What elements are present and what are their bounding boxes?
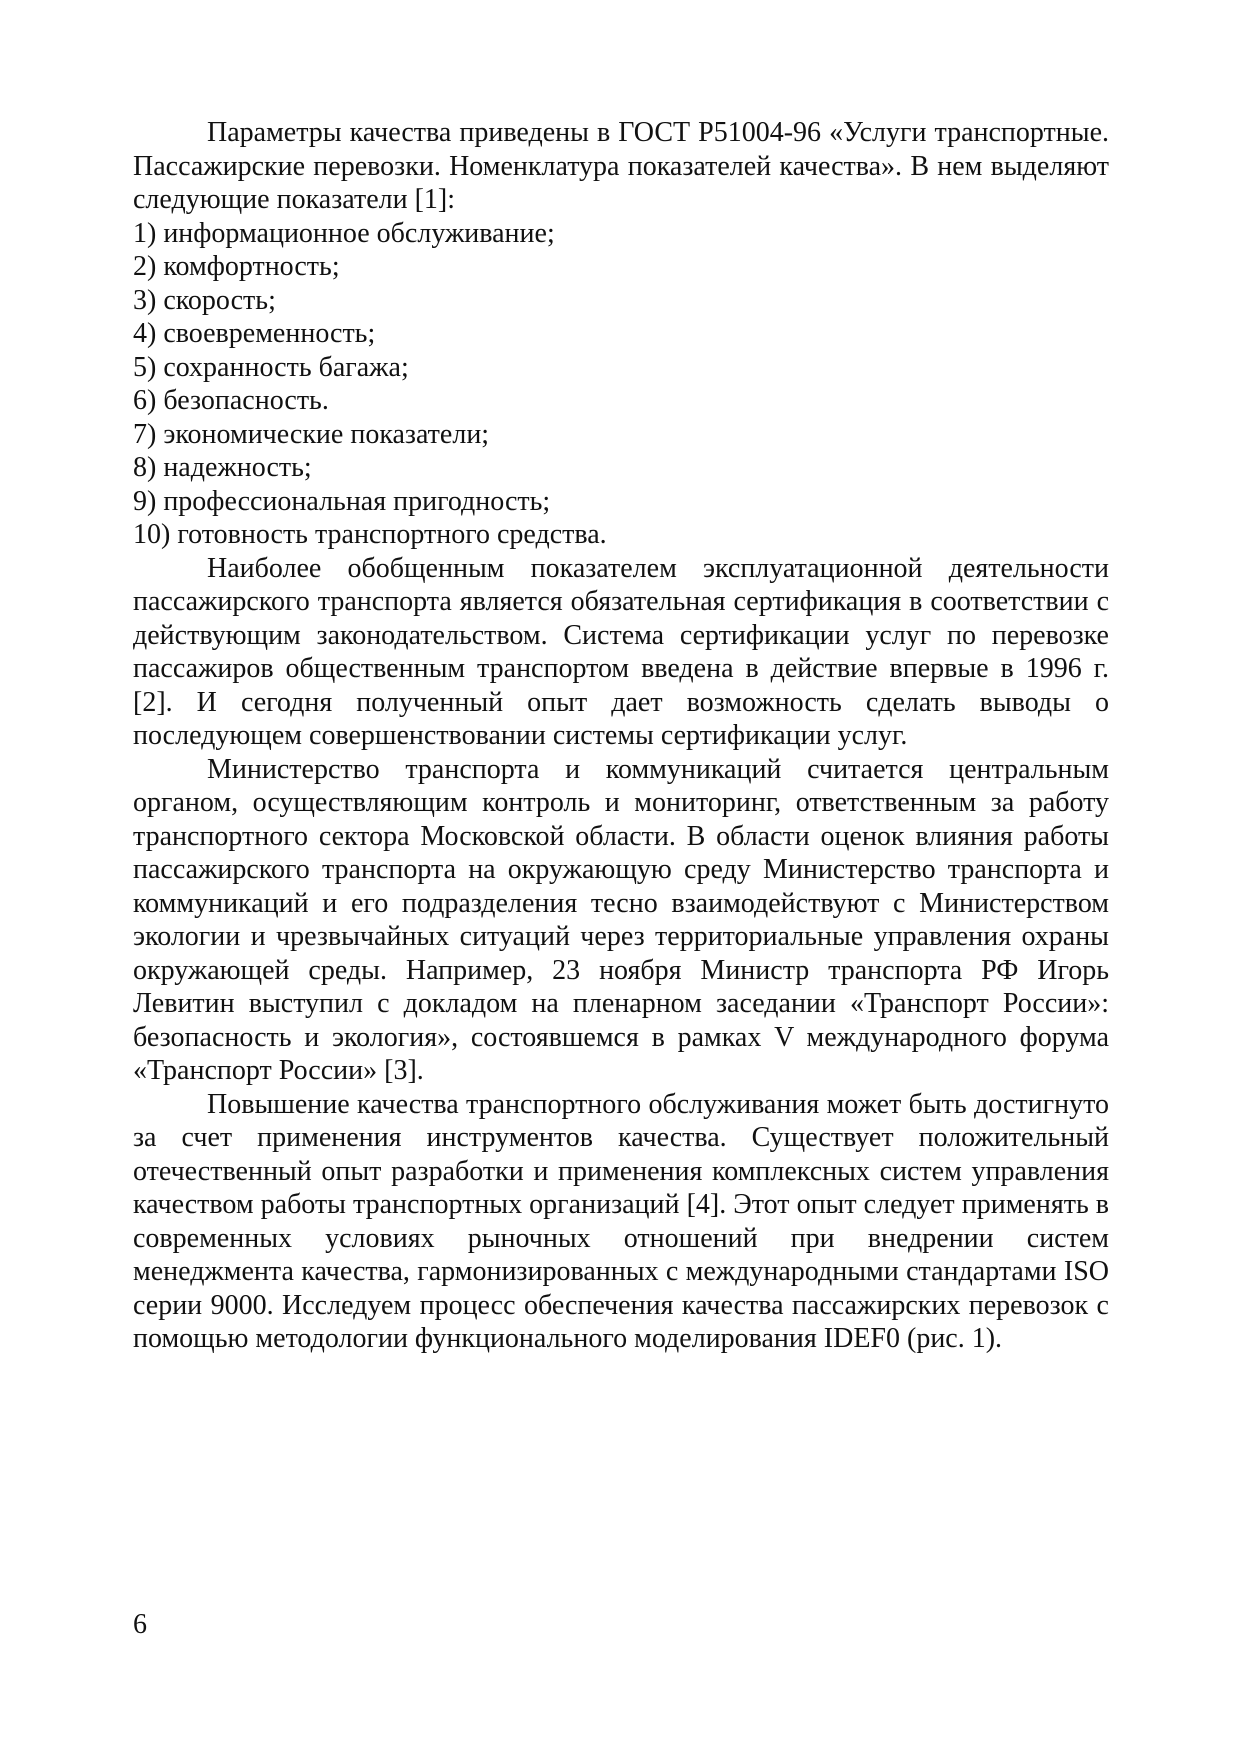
quality-indicators-list: [133, 217, 1109, 552]
list-item: 3) скорость;: [133, 284, 276, 316]
certification-paragraph: Наиболее обобщенным показателем эксплуатационной деятельности пассажирского транспорта является обязательная сертификация в соответствии с действующим законодательством. Система сертификации услуг по перевозке пассажиров общественным транспортом введена в действие впервые в 1996 г. [2]. И сегодня полученный опыт дает возможность сделать выводы о последующем совершенствовании системы сертификации услуг.: [133, 552, 1109, 751]
list-item: 5) сохранность багажа;: [133, 351, 409, 383]
list-item: 4) своевременность;: [133, 318, 376, 349]
list-item: 2) комфортность;: [133, 251, 340, 282]
document-body: [133, 116, 1109, 1356]
quality-improvement-paragraph: Повышение качества транспортного обслуживания может быть достигнуто за счет применения инструментов качества. Существует положительный отечественный опыт разработки и применения комплексных систем управления качеством работы транспортных организаций [4]. Этот опыт следует применять в современных условиях рыночных отношений при внедрении систем менеджмента качества, гармонизированных с международными стандартами ISO серии 9000. Исследуем процесс обеспечения качества пассажирских перевозок с помощью методологии функционального моделирования IDEF0 (рис. 1).: [133, 1088, 1109, 1354]
intro-paragraph: Параметры качества приведены в ГОСТ Р51004-96 «Услуги транспортные. Пассажирские перевозки. Номенклатура показателей качества». В нем выделяют следующие показатели [1]:: [133, 117, 1109, 215]
list-item: 8) надежность;: [133, 452, 312, 483]
list-item: 7) экономические показатели;: [133, 418, 490, 450]
page-number: 6: [133, 1609, 147, 1640]
list-item: 10) готовность транспортного средства.: [133, 519, 607, 550]
list-item: 6) безопасность.: [133, 385, 329, 416]
ministry-paragraph: Министерство транспорта и коммуникаций считается центральным органом, осуществляющим контроль и мониторинг, ответственным за работу транспортного сектора Московской области. В области оценок влияния работы пассажирского транспорта на окружающую среду Министерство транспорта и коммуникаций и его подразделения тесно взаимодействуют с Министерством экологии и чрезвычайных ситуаций через территориальные управления охраны окружающей среды. Например, 23 ноября Министр транспорта РФ Игорь Левитин выступил с докладом на пленарном заседании «Транспорт России»: безопасность и экология», состоявшемся в рамках V международного форума «Транспорт России» [3].: [133, 753, 1109, 1086]
list-item: 1) информационное обслуживание;: [133, 217, 555, 249]
list-item: 9) профессиональная пригодность;: [133, 485, 551, 517]
